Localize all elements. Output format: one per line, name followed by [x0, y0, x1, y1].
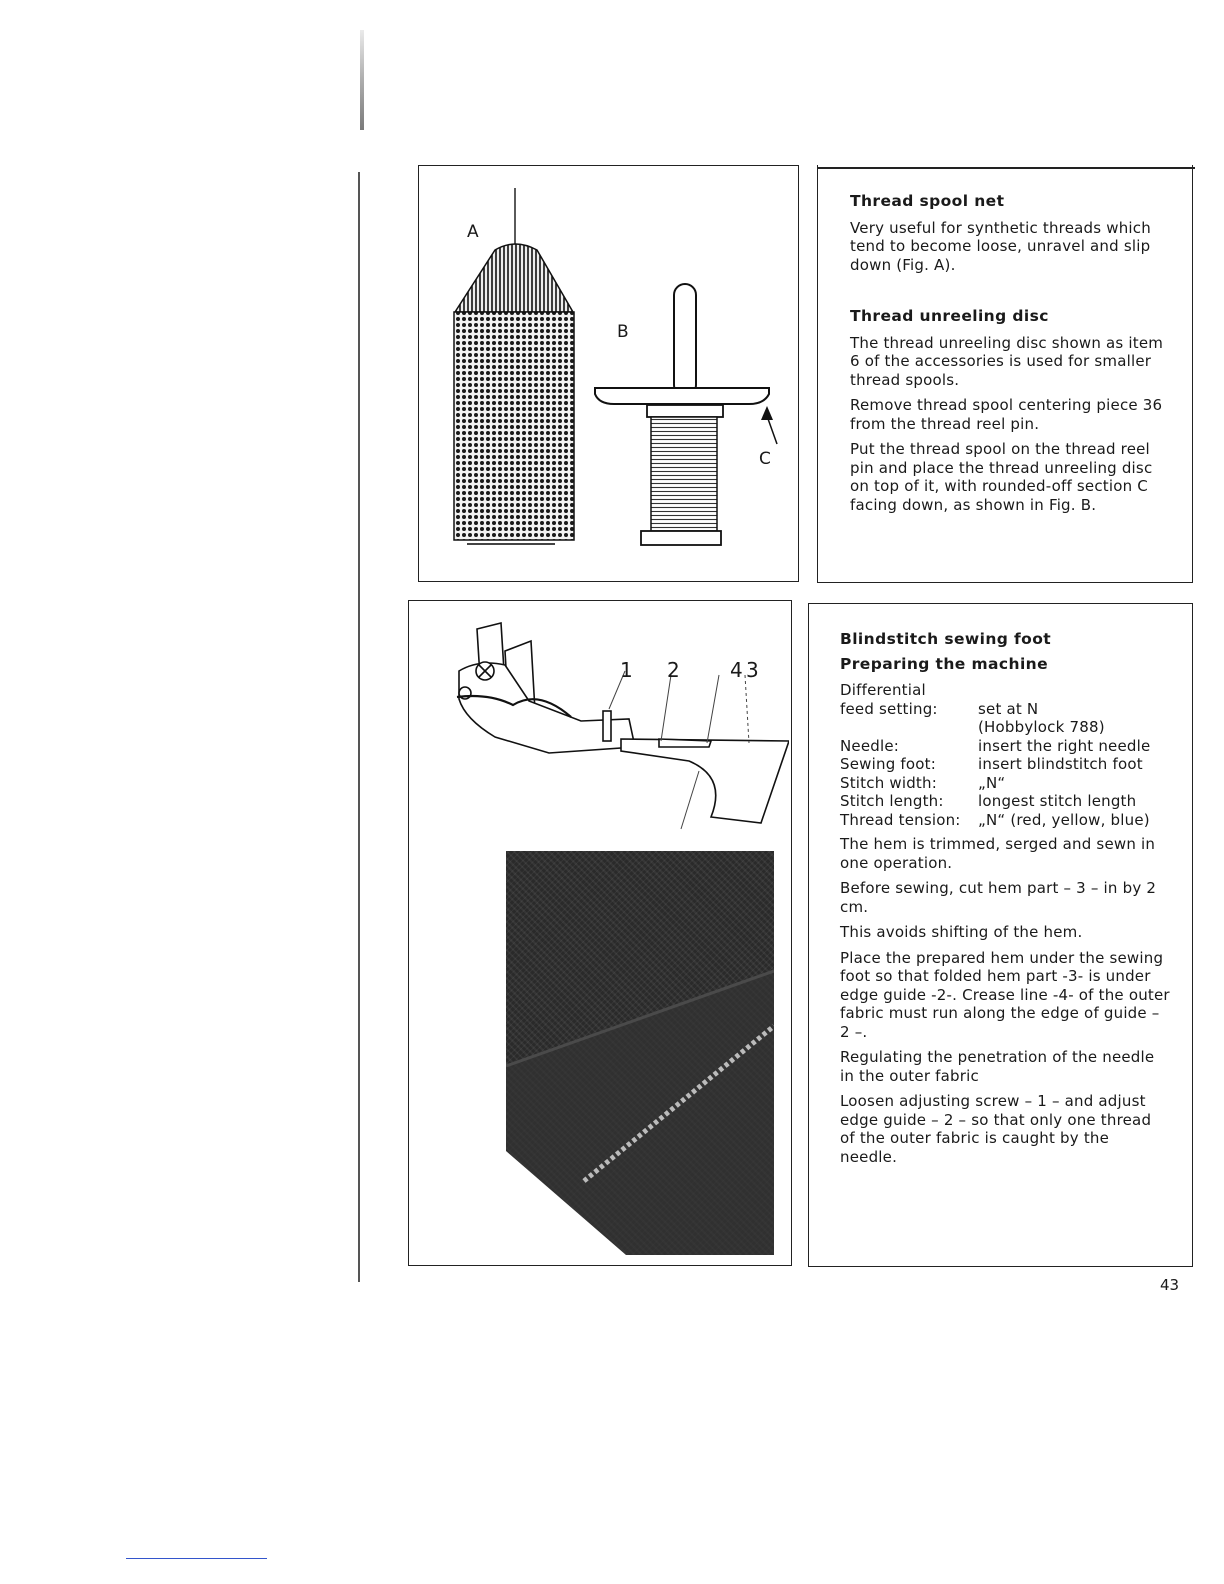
setting-value: „N“ [978, 773, 1006, 792]
setting-label: Differential [840, 681, 926, 699]
spool-text [850, 192, 1175, 521]
setting-value: set at N [978, 699, 1039, 718]
setting-label: Needle: [840, 736, 900, 755]
figure-label-c: C [759, 449, 771, 469]
setting-label: Thread tension: [840, 810, 961, 829]
scan-underline-mark [126, 1558, 267, 1559]
setting-label: feed setting: [840, 699, 938, 718]
paragraph: Remove thread spool centering piece 36 from the thread reel pin. [850, 396, 1163, 433]
setting-value: insert blindstitch foot [978, 755, 1143, 773]
paragraph: Very useful for synthetic threads which tend to become loose, unravel and slip down (Fig. A). [850, 218, 1151, 274]
figure-blindstitch-box [408, 600, 792, 1266]
scan-margin-line [358, 172, 360, 1282]
paragraph: Regulating the penetration of the needle in the outer fabric [840, 1048, 1155, 1085]
setting-label: Stitch length: [840, 792, 944, 810]
paragraph: The hem is trimmed, serged and sewn in one operation. [840, 835, 1156, 872]
fabric-photo [506, 851, 774, 1255]
section-title-unreeling-disc: Thread unreeling disc [850, 307, 1049, 325]
paragraph: Place the prepared hem under the sewing foot so that folded hem part -3- is under edge guide -2-. Crease line -4- of the outer fabric must run along the edge of guide – 2 –. [840, 948, 1170, 1041]
figure-label-a: A [467, 222, 479, 242]
figure-label-b: B [617, 322, 629, 342]
figure-spool-box [418, 165, 799, 582]
figure-label-4: 4 [730, 658, 743, 682]
spool-text-box-top-rule [817, 167, 1195, 169]
setting-value: longest stitch length [978, 792, 1137, 810]
setting-label [840, 718, 978, 737]
setting-value: insert the right needle [978, 736, 1151, 755]
settings-list [840, 681, 1170, 829]
paragraph: Put the thread spool on the thread reel pin and place the thread unreeling disc on top of it, with rounded-off section C facing down, as shown in Fig. B. [850, 440, 1153, 514]
setting-label: Stitch width: [840, 773, 937, 792]
page-number: 43 [1160, 1276, 1180, 1294]
figure-label-3: 3 [746, 658, 759, 682]
figure-label-2: 2 [667, 658, 680, 682]
paragraph: Loosen adjusting screw – 1 – and adjust edge guide – 2 – so that only one thread of the outer fabric is caught by the needle. [840, 1092, 1152, 1166]
scan-smudge [360, 30, 364, 130]
blindstitch-foot-illustration [409, 601, 789, 841]
section-title-blindstitch: Blindstitch sewing foot [840, 630, 1052, 648]
section-title-spool-net: Thread spool net [850, 192, 1005, 210]
paragraph: This avoids shifting of the hem. [840, 923, 1083, 941]
setting-value [978, 681, 1170, 700]
setting-label: Sewing foot: [840, 755, 936, 773]
figure-label-1: 1 [620, 658, 633, 682]
paragraph: Before sewing, cut hem part – 3 – in by 2 cm. [840, 879, 1157, 916]
setting-value: (Hobbylock 788) [978, 718, 1105, 736]
paragraph: The thread unreeling disc shown as item 6 of the accessories is used for smaller thread spools. [850, 333, 1164, 389]
section-subtitle-preparing: Preparing the machine [840, 654, 1049, 673]
blindstitch-text [840, 630, 1170, 1173]
setting-value: „N“ (red, yellow, blue) [978, 810, 1150, 829]
